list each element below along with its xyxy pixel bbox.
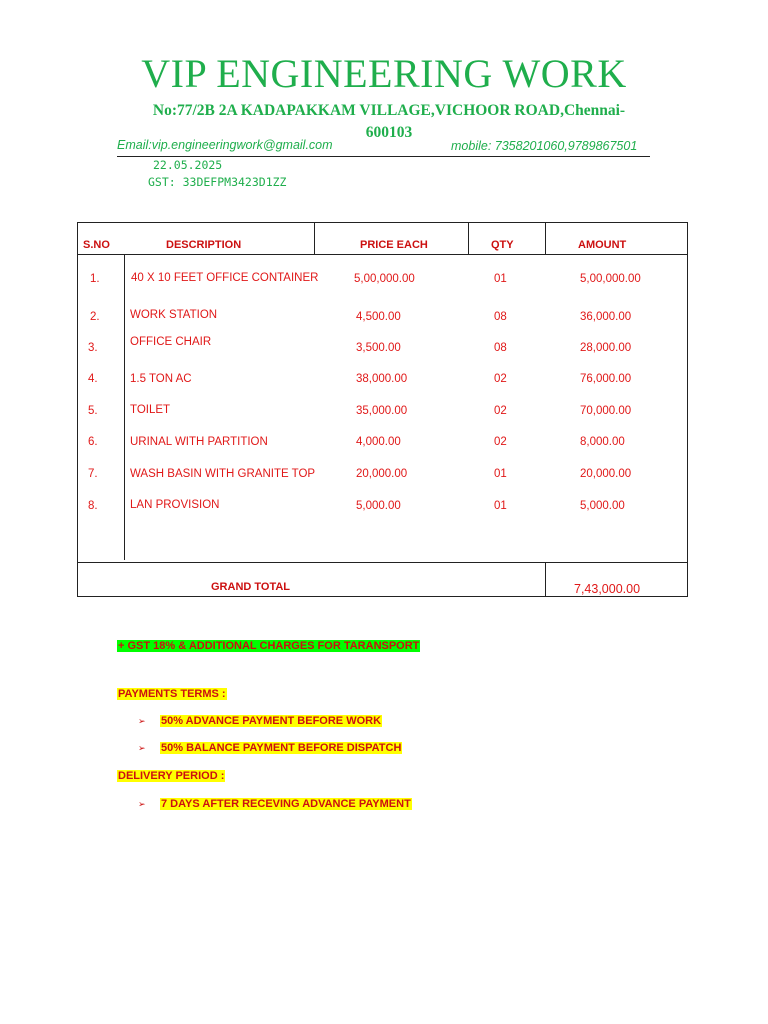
payment-terms-heading-text: PAYMENTS TERMS : — [118, 688, 226, 700]
col-divider — [545, 562, 546, 596]
row-qty: 01 — [494, 468, 507, 480]
row-sno: 7. — [88, 468, 98, 480]
row-qty: 02 — [494, 373, 507, 385]
grand-total-value: 7,43,000.00 — [574, 582, 641, 596]
row-price: 38,000.00 — [356, 373, 408, 385]
row-sno: 6. — [88, 436, 98, 448]
row-amount: 36,000.00 — [580, 311, 632, 323]
row-amount: 70,000.00 — [580, 405, 632, 417]
row-description: OFFICE CHAIR — [130, 336, 212, 348]
row-description: URINAL WITH PARTITION — [130, 436, 268, 448]
row-qty: 08 — [494, 311, 507, 323]
row-amount: 5,00,000.00 — [580, 273, 641, 285]
header-amount: AMOUNT — [578, 239, 627, 251]
row-qty: 08 — [494, 342, 507, 354]
row-description: LAN PROVISION — [130, 499, 220, 511]
row-sno: 5. — [88, 405, 98, 417]
col-divider — [468, 223, 469, 254]
quotation-table — [77, 222, 688, 597]
row-divider — [78, 562, 687, 563]
delivery-period-heading-text: DELIVERY PERIOD : — [118, 770, 225, 782]
header-price: PRICE EACH — [360, 239, 428, 251]
delivery-period-heading — [117, 766, 225, 784]
row-price: 3,500.00 — [356, 342, 401, 354]
row-qty: 01 — [494, 500, 507, 512]
row-divider — [78, 254, 687, 255]
payment-term-text: 50% BALANCE PAYMENT BEFORE DISPATCH — [161, 742, 402, 754]
col-divider — [545, 223, 546, 254]
gst-number: GST: 33DEFPM3423D1ZZ — [148, 175, 287, 189]
row-price: 5,000.00 — [356, 500, 401, 512]
col-divider — [687, 254, 688, 302]
col-divider — [314, 223, 315, 254]
gst-note — [117, 636, 420, 654]
header-description: DESCRIPTION — [166, 239, 242, 251]
payment-terms-heading — [117, 684, 227, 702]
row-amount: 20,000.00 — [580, 468, 632, 480]
row-amount: 5,000.00 — [580, 500, 625, 512]
row-amount: 28,000.00 — [580, 342, 632, 354]
company-name: VIP ENGINEERING WORK — [141, 51, 627, 96]
row-qty: 02 — [494, 405, 507, 417]
row-description: TOILET — [130, 404, 171, 416]
row-description: 40 X 10 FEET OFFICE CONTAINER — [131, 272, 319, 284]
row-price: 35,000.00 — [356, 405, 408, 417]
gst-note-text: + GST 18% & ADDITIONAL CHARGES FOR TARANSPORT — [118, 640, 420, 652]
arrow-bullet-icon: ➢ — [138, 716, 146, 726]
row-sno: 4. — [88, 373, 98, 385]
row-price: 20,000.00 — [356, 468, 408, 480]
row-price: 4,000.00 — [356, 436, 401, 448]
row-sno: 1. — [90, 273, 100, 285]
row-amount: 76,000.00 — [580, 373, 632, 385]
row-description: 1.5 TON AC — [130, 373, 192, 385]
quotation-date: 22.05.2025 — [153, 158, 223, 172]
company-email: Email:vip.engineeringwork@gmail.com — [117, 138, 333, 152]
row-qty: 02 — [494, 436, 507, 448]
row-price: 5,00,000.00 — [354, 273, 415, 285]
company-address: No:77/2B 2A KADAPAKKAM VILLAGE,VICHOOR ROAD,Chennai-600103 — [152, 102, 626, 141]
row-amount: 8,000.00 — [580, 436, 625, 448]
company-mobile: mobile: 7358201060,9789867501 — [451, 139, 638, 153]
header-divider — [117, 156, 650, 157]
list-item — [138, 711, 382, 729]
col-divider — [124, 254, 125, 560]
list-item — [138, 794, 412, 812]
payment-term-text: 50% ADVANCE PAYMENT BEFORE WORK — [161, 715, 382, 727]
header-qty: QTY — [491, 239, 514, 251]
grand-total-label: GRAND TOTAL — [211, 581, 291, 593]
list-item — [138, 738, 402, 756]
row-qty: 01 — [494, 273, 507, 285]
row-price: 4,500.00 — [356, 311, 401, 323]
arrow-bullet-icon: ➢ — [138, 743, 146, 753]
arrow-bullet-icon: ➢ — [138, 799, 146, 809]
row-description: WASH BASIN WITH GRANITE TOP — [130, 468, 316, 480]
row-sno: 3. — [88, 342, 98, 354]
row-description: WORK STATION — [130, 309, 218, 321]
row-sno: 8. — [88, 500, 98, 512]
row-sno: 2. — [90, 311, 100, 323]
header-sno: S.NO — [83, 239, 110, 251]
delivery-term-text: 7 DAYS AFTER RECEVING ADVANCE PAYMENT — [161, 798, 411, 810]
